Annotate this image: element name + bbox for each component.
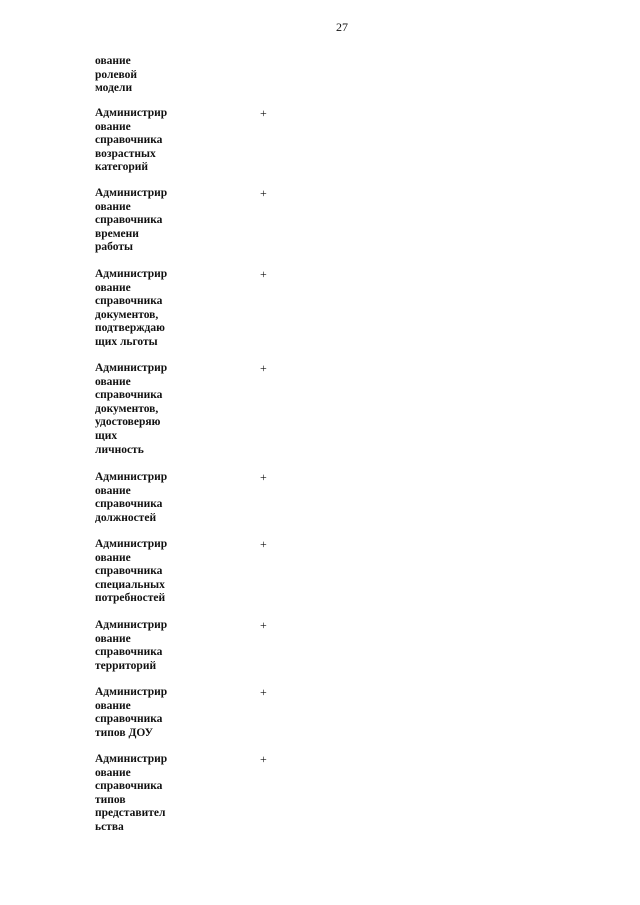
entry-text-line: ование: [95, 120, 131, 133]
entry-text-line: Администрир: [95, 538, 168, 550]
entry-text-line: ование: [95, 699, 131, 712]
entry-text-line: Администрир: [95, 753, 168, 765]
entry-text-line: Администрир: [95, 471, 168, 483]
entry-text-line: типов: [95, 793, 126, 806]
entry-text-line: документов,: [95, 308, 159, 321]
entry-text-line: ьства: [95, 820, 124, 833]
entry-text-line: должностей: [95, 511, 157, 524]
function-entry-age-categories: [95, 107, 255, 175]
entry-text-line: модели: [95, 82, 133, 95]
entry-text-line: времени: [95, 227, 139, 240]
entry-text-line: ование: [95, 484, 131, 497]
entry-text-line: Администрир: [95, 686, 168, 698]
entry-text-line: Администрир: [95, 362, 168, 374]
support-mark: +: [260, 537, 267, 551]
support-mark: +: [260, 685, 267, 699]
entry-text-line: щих льготы: [95, 335, 158, 348]
entry-text-line: подтверждаю: [95, 322, 165, 335]
entry-text-line: ование: [95, 632, 131, 645]
entry-text-line: типов ДОУ: [95, 726, 154, 739]
support-mark: +: [260, 618, 267, 632]
entry-text-line: Администрир: [95, 187, 168, 199]
entry-text-line: справочника: [95, 646, 163, 659]
support-mark: +: [260, 186, 267, 200]
entry-text-line: ование: [95, 551, 131, 564]
entry-text-line: возрастных: [95, 147, 156, 160]
entry-text-line: справочника: [95, 389, 163, 402]
support-mark: +: [260, 470, 267, 484]
function-entry-identity-documents: [95, 362, 255, 457]
function-entry-representation-types: [95, 753, 255, 835]
entry-text-line: личность: [95, 443, 144, 456]
function-entry-territories: [95, 619, 255, 673]
entry-text-line: справочника: [95, 295, 163, 308]
entry-text-line: справочника: [95, 713, 163, 726]
entry-text-line: Администрир: [95, 619, 168, 631]
entry-text-line: ролевой: [95, 68, 138, 81]
entry-text-line: удостоверяю: [95, 416, 161, 429]
entry-text-line: Администрир: [95, 107, 168, 119]
entry-text-line: представител: [95, 807, 166, 820]
function-entry-dou-types: [95, 686, 255, 740]
entry-text-line: ование: [95, 766, 131, 779]
entry-text-line: работы: [95, 241, 133, 254]
support-mark: +: [260, 752, 267, 766]
entry-text-line: категорий: [95, 161, 148, 174]
entry-text-line: ование: [95, 281, 131, 294]
entry-text-line: справочника: [95, 134, 163, 147]
entry-text-line: справочника: [95, 214, 163, 227]
entry-text-line: справочника: [95, 498, 163, 511]
entry-text-line: ование: [95, 375, 131, 388]
entry-text-line: территорий: [95, 659, 157, 672]
entry-text-line: справочника: [95, 780, 163, 793]
function-entry-special-needs: [95, 538, 255, 606]
entry-text-line: потребностей: [95, 592, 166, 605]
entry-text-line: ование: [95, 55, 131, 67]
function-entry-work-time: [95, 187, 255, 255]
entry-text-line: щих: [95, 429, 118, 442]
function-entry-positions: [95, 471, 255, 525]
support-mark: +: [260, 361, 267, 375]
function-entry-benefit-documents: [95, 268, 255, 350]
entry-text-line: справочника: [95, 565, 163, 578]
support-mark: +: [260, 267, 267, 281]
function-entry-role-model: [95, 55, 255, 96]
support-mark: +: [260, 106, 267, 120]
entry-text-line: ование: [95, 200, 131, 213]
page-number: 27: [336, 20, 348, 34]
entry-text-line: Администрир: [95, 268, 168, 280]
entry-text-line: специальных: [95, 578, 165, 591]
entry-text-line: документов,: [95, 402, 159, 415]
